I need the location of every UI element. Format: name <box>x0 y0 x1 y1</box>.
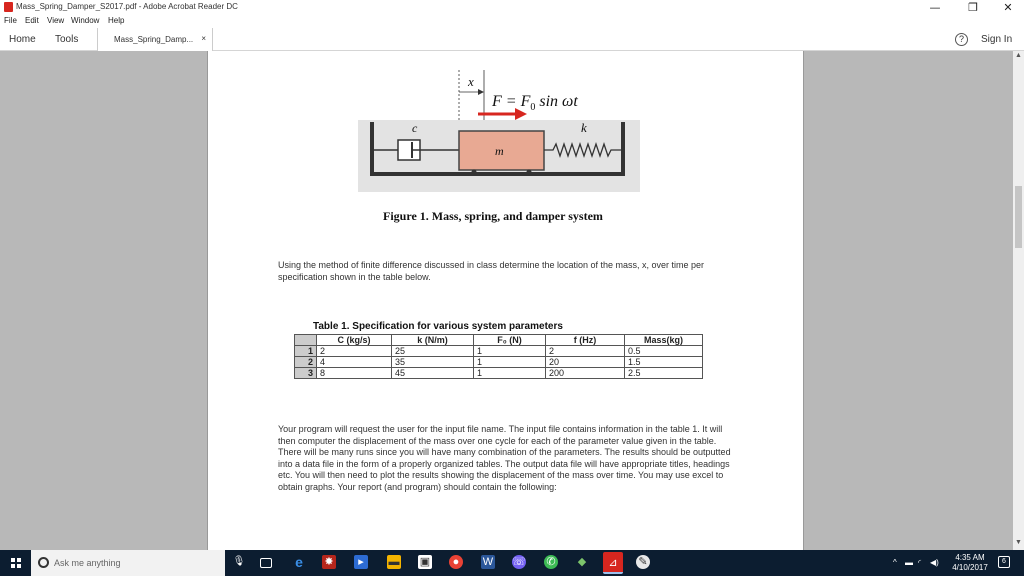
document-tab-label: Mass_Spring_Damp... <box>114 35 194 44</box>
row-number: 3 <box>295 368 317 379</box>
close-window-button[interactable]: ✕ <box>1003 1 1013 14</box>
table-cell: 20 <box>546 357 625 368</box>
tray-app-icon[interactable]: ▬ <box>905 558 913 567</box>
x-label: x <box>468 74 474 89</box>
table-corner-cell <box>295 335 317 346</box>
table-cell: 1 <box>474 368 546 379</box>
table-row <box>295 357 703 368</box>
table-cell: 1 <box>474 357 546 368</box>
row-number: 1 <box>295 346 317 357</box>
table-cell: 2.5 <box>625 368 703 379</box>
tab-home[interactable]: Home <box>9 34 36 45</box>
mass-spring-damper-figure <box>355 64 645 192</box>
viber-icon[interactable]: ☏ <box>512 556 526 568</box>
task-view-icon[interactable] <box>260 558 272 568</box>
menu-bar <box>0 15 1024 28</box>
table-header-row <box>295 335 703 346</box>
table-cell: 2 <box>546 346 625 357</box>
acrobat-taskbar-icon[interactable]: ⊿ <box>603 552 623 574</box>
windows-start-icon[interactable] <box>11 558 21 568</box>
table-cell: 2 <box>317 346 392 357</box>
header-c: C (kg/s) <box>317 335 392 346</box>
vpn-app-icon[interactable]: ◆ <box>577 556 587 568</box>
program-description-paragraph: Your program will request the user for the input file name. The input file contains information in the table 1. It will then computer the displacement of the mass over one cycle for each of the parameter value given in the table. There will be many runs since you will have many combination of the parameters. The results should be outputted into a data file in the form of a properly organized tables. The output data file will have appropriate titles, headings etc. You will then need to plot the results showing the displacement of the mass over time. You may use excel to obtain graphs. Your report (and program) should contain the following: <box>278 424 731 492</box>
tab-tools[interactable]: Tools <box>55 34 79 45</box>
taskbar <box>0 550 1024 576</box>
header-f: f (Hz) <box>546 335 625 346</box>
menu-view[interactable]: View <box>47 16 65 25</box>
word-icon[interactable]: W <box>482 556 494 568</box>
menu-window[interactable]: Window <box>71 16 100 25</box>
table-row <box>295 368 703 379</box>
table-cell: 35 <box>392 357 474 368</box>
header-k: k (N/m) <box>392 335 474 346</box>
volume-icon[interactable]: ◀) <box>930 558 939 567</box>
scroll-up-icon[interactable]: ▲ <box>1015 52 1022 59</box>
k-label: k <box>581 120 587 135</box>
cortana-icon <box>38 557 49 568</box>
app-icon-red[interactable]: ✸ <box>322 555 336 569</box>
table-caption: Table 1. Specification for various system parameters <box>313 321 563 332</box>
notification-center-icon[interactable]: 6 <box>998 556 1010 568</box>
window-title: Mass_Spring_Damper_S2017.pdf - Adobe Acrobat Reader DC <box>16 2 238 11</box>
table-cell: 1.5 <box>625 357 703 368</box>
search-placeholder: Ask me anything <box>54 558 121 568</box>
header-f0: F₀ (N) <box>474 335 546 346</box>
header-mass: Mass(kg) <box>625 335 703 346</box>
vertical-scrollbar[interactable] <box>1013 51 1024 550</box>
table-cell: 8 <box>317 368 392 379</box>
store-icon[interactable]: ▣ <box>419 556 431 568</box>
tab-document[interactable] <box>97 28 213 51</box>
scroll-down-icon[interactable]: ▼ <box>1015 539 1022 546</box>
table-row <box>295 346 703 357</box>
sign-in-button[interactable]: Sign In <box>981 34 1013 45</box>
microphone-icon[interactable]: 🎙 <box>232 556 246 567</box>
tray-expand-icon[interactable]: ^ <box>893 558 897 567</box>
table-cell: 25 <box>392 346 474 357</box>
chat-app-icon[interactable]: ✆ <box>544 555 558 569</box>
svg-text:F = F0 sin ωt <box>491 93 578 113</box>
m-label: m <box>495 144 504 158</box>
table-cell: 1 <box>474 346 546 357</box>
chrome-icon[interactable]: ● <box>449 555 463 569</box>
restore-button[interactable]: ❐ <box>968 1 978 14</box>
specification-table <box>294 334 703 379</box>
force-label: F = F <box>492 93 531 110</box>
minimize-button[interactable]: — <box>929 1 941 14</box>
force-subscript: 0 <box>530 102 536 113</box>
help-icon[interactable]: ? <box>955 33 968 46</box>
paint-app-icon[interactable]: ✎ <box>636 555 650 569</box>
edge-browser-icon[interactable]: e <box>295 554 303 570</box>
table-cell: 0.5 <box>625 346 703 357</box>
acrobat-app-icon <box>4 2 13 12</box>
store-app-icon[interactable]: ▸ <box>354 555 368 569</box>
scrollbar-thumb[interactable] <box>1015 186 1022 248</box>
menu-edit[interactable]: Edit <box>25 16 39 25</box>
menu-file[interactable]: File <box>4 16 17 25</box>
taskbar-clock[interactable] <box>945 553 995 573</box>
table-cell: 200 <box>546 368 625 379</box>
force-tail: sin ωt <box>535 93 578 110</box>
taskbar-search-box[interactable] <box>31 550 225 576</box>
clock-time: 4:35 AM <box>955 553 985 562</box>
close-tab-icon[interactable]: × <box>201 34 206 43</box>
c-label: c <box>412 121 418 135</box>
table-cell: 45 <box>392 368 474 379</box>
menu-help[interactable]: Help <box>108 16 125 25</box>
table-cell: 4 <box>317 357 392 368</box>
clock-date: 4/10/2017 <box>952 563 988 572</box>
row-number: 2 <box>295 357 317 368</box>
figure-caption: Figure 1. Mass, spring, and damper system <box>383 209 603 223</box>
file-explorer-icon[interactable]: ▬ <box>388 556 400 568</box>
wifi-icon[interactable]: ◜ <box>918 558 922 567</box>
instruction-paragraph: Using the method of finite difference discussed in class determine the location of the mass, x, over time per specification shown in the table below. <box>278 260 705 282</box>
title-bar <box>0 0 1024 15</box>
